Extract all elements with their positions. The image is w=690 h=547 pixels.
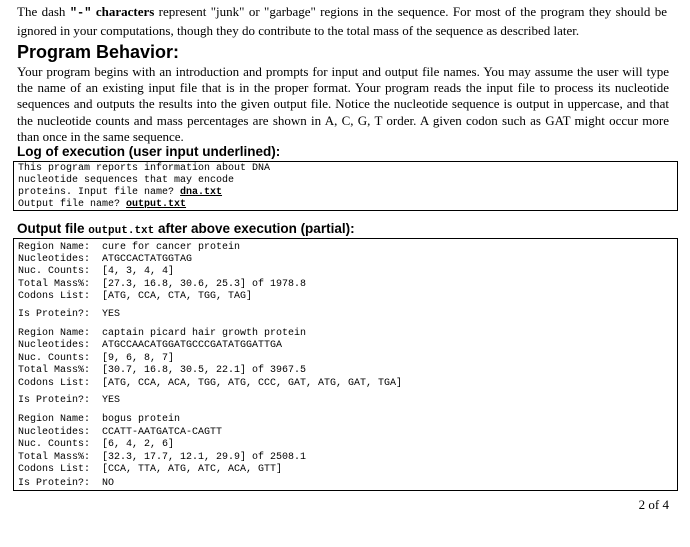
log-line (18, 187, 222, 199)
record-row (18, 378, 402, 390)
codons-value: [ATG, CCA, CTA, TGG, TAG] (102, 291, 253, 302)
field-label: Region Name: (18, 414, 91, 425)
dash-code: "-" (69, 6, 92, 20)
behavior-paragraph: Your program begins with an introduction and prompts for input and output file names. You may assume the user will type the name of an existing input file that is in the proper format. Your program reads the input file to process its nucleotide sequences and outputs the results into the given output file. Notice the nucleotide sequence is output in uppercase, and that the nucleotide counts and mass percentages are shown in A, C, G, T order. A given codon such as GAT might occur more than once in the same sequence. (17, 64, 669, 144)
log-title: Log of execution (user input underlined): (17, 144, 281, 159)
field-label: Nucleotides: (18, 427, 91, 438)
record-row (18, 254, 192, 266)
field-label: Is Protein?: (18, 309, 91, 320)
mass-value: [32.3, 17.7, 12.1, 29.9] of 2508.1 (102, 452, 307, 463)
page-number: 2 of 4 (638, 497, 669, 512)
counts-value: [6, 4, 2, 6] (102, 439, 175, 450)
user-output-file: output.txt (126, 199, 187, 210)
codons-value: [ATG, CCA, ACA, TGG, ATG, CCC, GAT, ATG, GAT, TGA] (102, 378, 403, 389)
record-row (18, 242, 240, 254)
region-name: cure for cancer protein (102, 242, 241, 253)
intro-paragraph (17, 3, 667, 39)
record-row (18, 291, 252, 303)
mass-value: [27.3, 16.8, 30.6, 25.3] of 1978.8 (102, 279, 307, 290)
region-name: bogus protein (102, 414, 181, 425)
field-label: Is Protein?: (18, 395, 91, 406)
output-title-suffix: after above execution (partial): (154, 221, 355, 236)
field-label: Nuc. Counts: (18, 266, 91, 277)
log-line: nucleotide sequences that may encode (18, 175, 235, 186)
field-label: Codons List: (18, 291, 91, 302)
protein-value: YES (102, 309, 121, 320)
region-name: captain picard hair growth protein (102, 328, 307, 339)
field-label: Codons List: (18, 378, 91, 389)
output-file-box (13, 238, 678, 491)
intro-text-3: represent "junk" or "garbage" regions in the sequence. For most of the program they should be ignored in your computations, though they do contribute to the total mass of the sequence as described later. (17, 4, 668, 38)
record-row (18, 328, 306, 340)
section-heading: Program Behavior: (17, 42, 180, 62)
nucleotides-value: ATGCCACTATGGTAG (102, 254, 193, 265)
protein-value: NO (102, 478, 115, 489)
nucleotides-value: ATGCCAACATGGATGCCCGATATGGATTGA (102, 340, 283, 351)
field-label: Is Protein?: (18, 478, 91, 489)
field-label: Nucleotides: (18, 340, 91, 351)
field-label: Total Mass%: (18, 279, 91, 290)
record-row (18, 452, 306, 464)
codons-value: [CCA, TTA, ATG, ATC, ACA, GTT] (102, 464, 283, 475)
record-row (18, 353, 174, 365)
nucleotides-value: CCATT-AATGATCA-CAGTT (102, 427, 223, 438)
field-label: Region Name: (18, 328, 91, 339)
user-input-file: dna.txt (180, 187, 223, 198)
output-title (17, 221, 355, 239)
field-label: Nuc. Counts: (18, 353, 91, 364)
output-title-prefix: Output file (17, 221, 89, 236)
record-row (18, 464, 282, 476)
field-label: Nucleotides: (18, 254, 91, 265)
record-row (18, 395, 120, 407)
log-prompt: Output file name? (18, 199, 127, 210)
record-row (18, 309, 120, 321)
record-row (18, 414, 180, 426)
record-row (18, 365, 306, 377)
field-label: Total Mass%: (18, 452, 91, 463)
intro-text-1: The dash (17, 4, 70, 19)
counts-value: [9, 6, 8, 7] (102, 353, 175, 364)
record-row (18, 478, 114, 490)
field-label: Total Mass%: (18, 365, 91, 376)
log-line: This program reports information about DNA (18, 163, 271, 174)
record-row (18, 340, 282, 352)
log-line (18, 199, 186, 211)
output-filename: output.txt (88, 225, 155, 237)
field-label: Nuc. Counts: (18, 439, 91, 450)
mass-value: [30.7, 16.8, 30.5, 22.1] of 3967.5 (102, 365, 307, 376)
protein-value: YES (102, 395, 121, 406)
field-label: Codons List: (18, 464, 91, 475)
record-row (18, 279, 306, 291)
counts-value: [4, 3, 4, 4] (102, 266, 175, 277)
log-prompt: proteins. Input file name? (18, 187, 181, 198)
field-label: Region Name: (18, 242, 91, 253)
intro-text-2: characters (91, 4, 155, 19)
execution-log-box (13, 161, 678, 211)
record-row (18, 266, 174, 278)
record-row (18, 439, 174, 451)
record-row (18, 427, 222, 439)
